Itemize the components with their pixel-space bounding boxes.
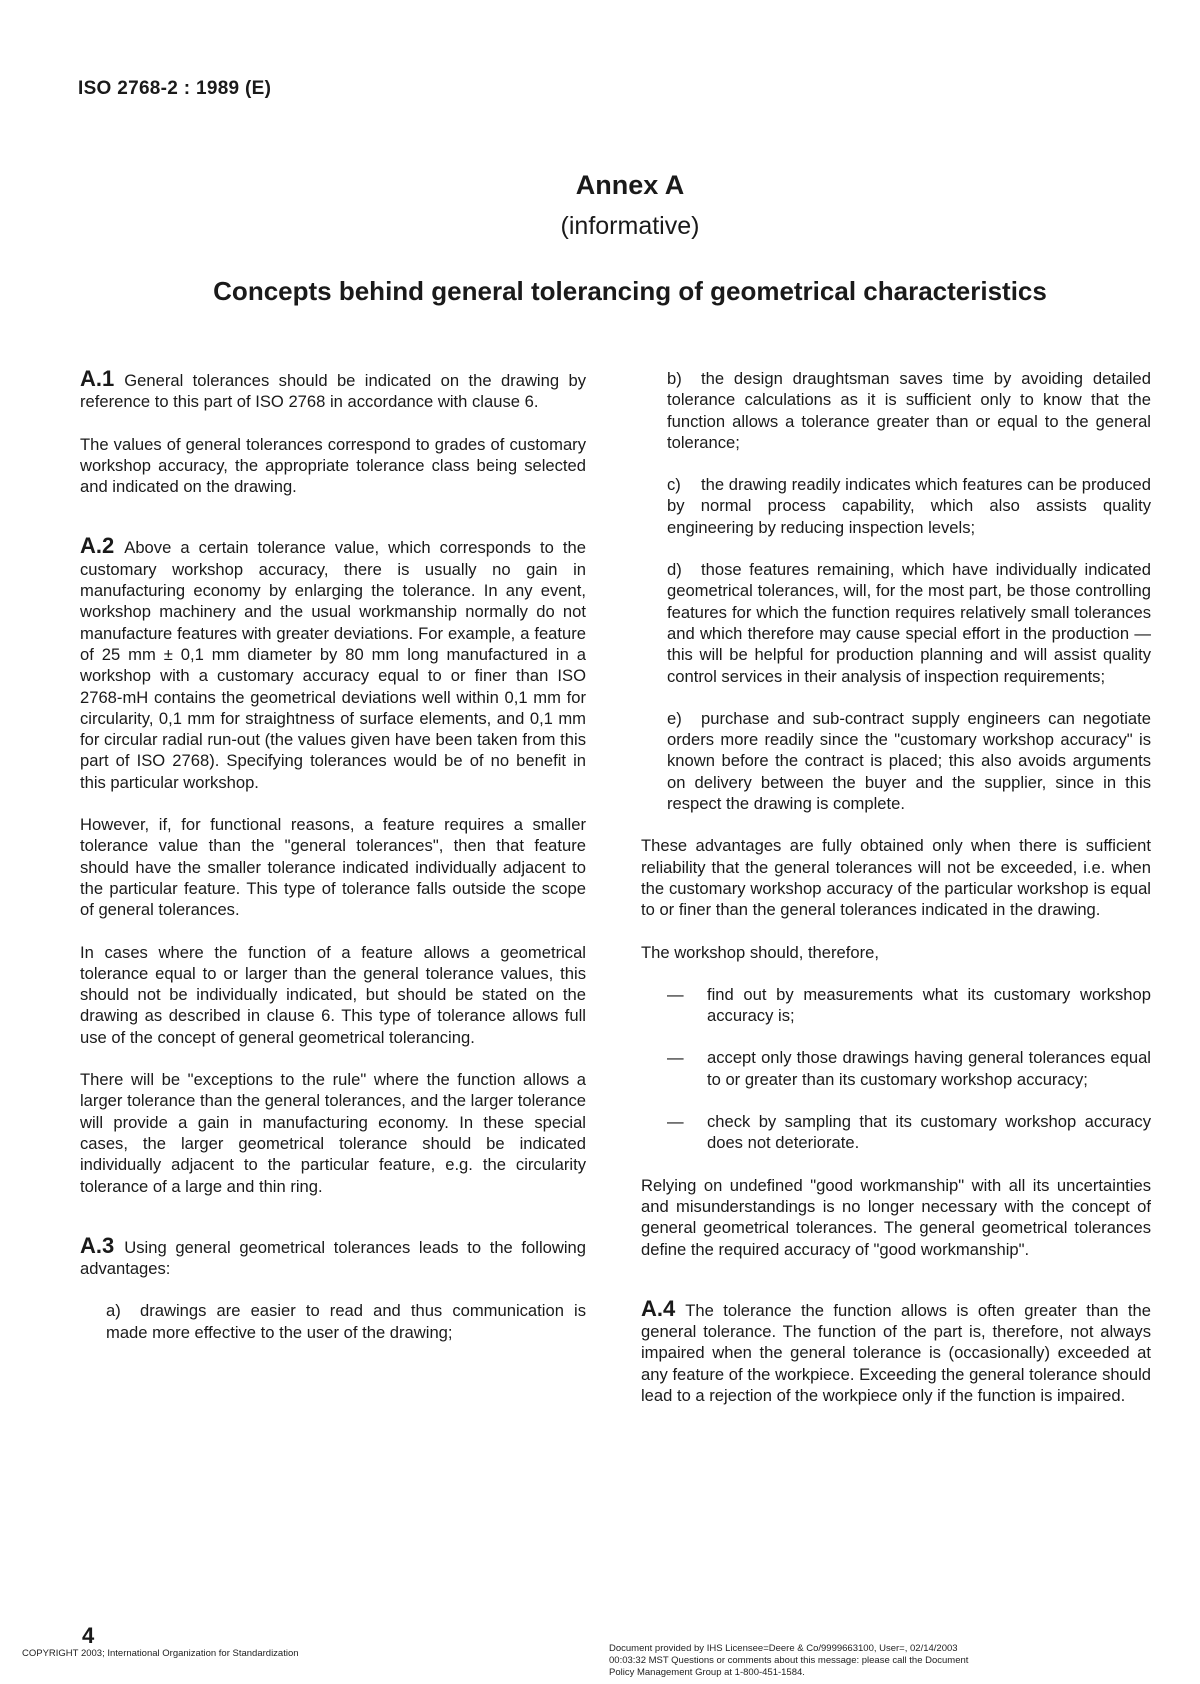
list-item xyxy=(667,474,1151,538)
standard-id: ISO 2768-2 : 1989 (E) xyxy=(78,78,272,99)
dash-item xyxy=(667,1047,1151,1090)
provider-line: 00:03:32 MST Questions or comments about this message: please call the Document xyxy=(609,1655,969,1666)
list-item xyxy=(667,559,1151,687)
paragraph: However, if, for functional reasons, a feature requires a smaller tolerance value than the "general tolerances", then that feature should have the smaller tolerance indicated individually adjacent to the particular feature. This type of tolerance falls outside the scope of general tolerances. xyxy=(80,815,586,920)
clause-number: A.4 xyxy=(641,1295,676,1321)
list-text: the design draughtsman saves time by avoiding detailed tolerance calculations as it is sufficient only to know that the function allows a tolerance greater than or equal to the general tolerance; xyxy=(667,369,1151,452)
list-text: drawings are easier to read and thus communication is made more effective to the user of the drawing; xyxy=(106,1301,586,1342)
page-number: 4 xyxy=(82,1623,95,1648)
clause-number: A.1 xyxy=(80,366,115,391)
clause-number: A.3 xyxy=(80,1232,115,1258)
clause-text: The tolerance the function allows is often greater than the general tolerance. The function of the part is, therefore, not always impaired when the general tolerance is (occasionally) exceeded at any feature of the workpiece. Exceeding the general tolerance should lead to a rejection of the workpiece only if the function is impaired. xyxy=(641,1300,1151,1405)
annex-heading: Concepts behind general tolerancing of geometrical characteristics xyxy=(213,276,1047,306)
list-label: d) xyxy=(667,560,682,580)
list-label: a) xyxy=(106,1301,121,1321)
clause-a4 xyxy=(641,1295,1151,1406)
clause-a1 xyxy=(80,368,586,413)
dash-mark: — xyxy=(667,1048,684,1068)
list-text: those features remaining, which have individually indicated geometrical tolerances, will, for the most part, be those controlling features for which the function requires relatively small tolerances and which therefore may cause special effort in the production — this will be helpful for production planning and will assist quality control services in their analysis of inspection requirements; xyxy=(667,560,1151,686)
dash-text: accept only those drawings having general tolerances equal to or greater than its customary workshop accuracy; xyxy=(707,1048,1151,1089)
right-column xyxy=(641,368,1151,1427)
paragraph: Relying on undefined "good workmanship" with all its uncertainties and misunderstandings is no longer necessary with the concept of general geometrical tolerances. The general geometrical tolerances define the required accuracy of "good workmanship". xyxy=(641,1175,1151,1259)
dash-mark: — xyxy=(667,1112,684,1132)
clause-number: A.2 xyxy=(80,533,115,559)
paragraph: The workshop should, therefore, xyxy=(641,942,879,962)
dash-item xyxy=(667,1111,1151,1154)
list-label: b) xyxy=(667,369,682,388)
clause-text: Using general geometrical tolerances leads to the following advantages: xyxy=(80,1237,586,1279)
paragraph: The values of general tolerances correspond to grades of customary workshop accuracy, the appropriate tolerance class being selected and indicated on the drawing. xyxy=(80,434,586,497)
paragraph: In cases where the function of a feature allows a geometrical tolerance equal to or larger than the general tolerance values, this should not be individually indicated, but should be stated on the drawing as described in clause 6. This type of tolerance allows full use of the concept of general geometrical tolerancing. xyxy=(80,942,586,1047)
provider-notice xyxy=(609,1643,1029,1679)
list-text: purchase and sub-contract supply engineers can negotiate orders more readily since the "customary workshop accuracy" is known before the contract is placed; this also avoids arguments on delivery between the buyer and the supplier, since in this respect the drawing is complete. xyxy=(667,708,1151,814)
annex-subtitle: (informative) xyxy=(560,212,700,240)
clause-text: General tolerances should be indicated on the drawing by reference to this part of ISO 2768 in accordance with clause 6. xyxy=(80,371,586,412)
clause-a2 xyxy=(80,535,586,793)
annex-title: Annex A xyxy=(575,170,685,200)
dash-text: check by sampling that its customary workshop accuracy does not deteriorate. xyxy=(707,1112,1151,1153)
list-item xyxy=(667,708,1151,814)
list-label: e) xyxy=(667,708,682,728)
dash-mark: — xyxy=(667,984,684,1004)
provider-line: Policy Management Group at 1-800-451-1584. xyxy=(609,1667,805,1678)
provider-line: Document provided by IHS Licensee=Deere & Co/9999663100, User=, 02/14/2003 xyxy=(609,1643,958,1654)
list-label: c) xyxy=(667,475,681,495)
copyright-notice: COPYRIGHT 2003; International Organization for Standardization xyxy=(22,1648,299,1659)
dash-text: find out by measurements what its customary workshop accuracy is; xyxy=(707,984,1151,1026)
paragraph: There will be "exceptions to the rule" where the function allows a larger tolerance than the general tolerances, and the larger tolerance will provide a gain in manufacturing economy. In these special cases, the larger geometrical tolerance should be indicated individually adjacent to the particular feature, e.g. the circularity tolerance of a large and thin ring. xyxy=(80,1070,586,1196)
left-column xyxy=(80,368,586,1364)
list-item xyxy=(106,1300,586,1343)
list-item xyxy=(667,368,1151,453)
dash-item xyxy=(667,984,1151,1027)
list-text: the drawing readily indicates which features can be produced by normal process capability, which also assists quality engineering by reducing inspection levels; xyxy=(667,475,1151,537)
paragraph: These advantages are fully obtained only when there is sufficient reliability that the general tolerances will not be exceeded, i.e. when the customary workshop accuracy of the particular workshop is equal to or finer than the general tolerances indicated in the drawing. xyxy=(641,836,1151,920)
clause-text: Above a certain tolerance value, which corresponds to the customary workshop accuracy, there is usually no gain in manufacturing economy by enlarging the tolerance. In any event, workshop machinery and the usual workmanship normally do not manufacture features with greater deviations. For example, a feature of 25 mm ± 0,1 mm diameter by 80 mm long manufactured in a workshop with a customary accuracy equal to or finer than ISO 2768-mH contains the geometrical deviations well within 0,1 mm for circularity, 0,1 mm for straightness of surface elements, and 0,1 mm for circular radial run-out (the values given have been taken from this part of ISO 2768). Specifying tolerances would be of no benefit in this particular workshop. xyxy=(80,538,586,792)
clause-a3 xyxy=(80,1232,586,1280)
